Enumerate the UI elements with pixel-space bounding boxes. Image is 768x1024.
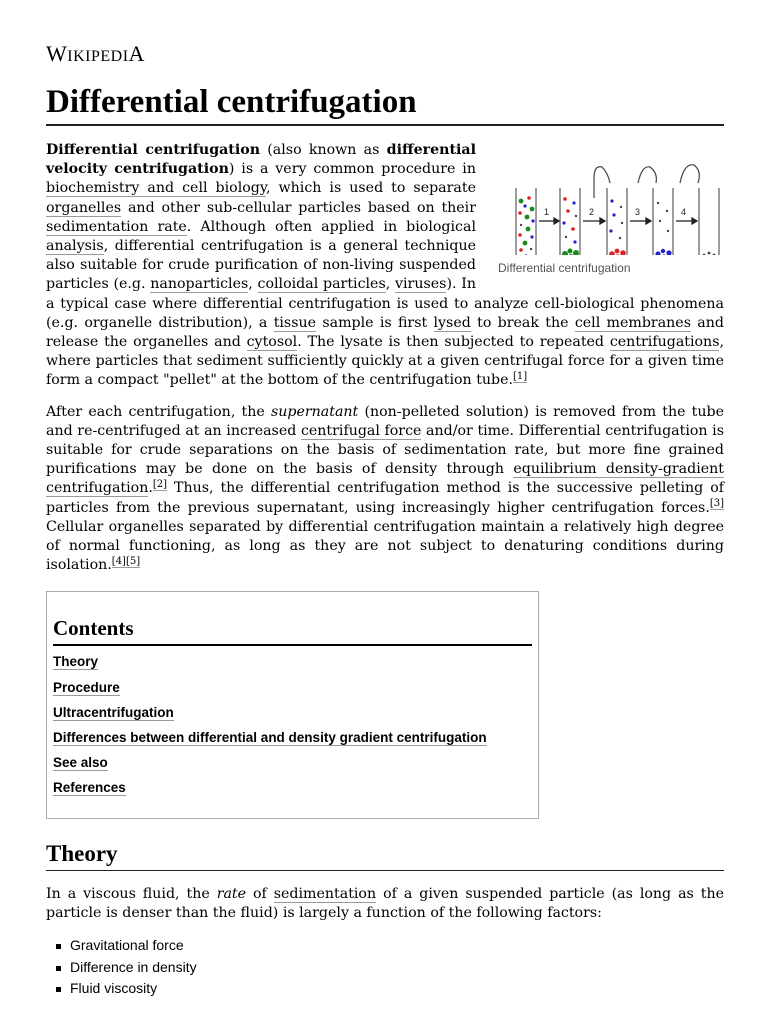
toc-link-ultracentrifugation[interactable]: Ultracentrifugation [53, 704, 174, 720]
step-label: 3 [635, 207, 641, 217]
particles-tube-1 [518, 196, 534, 255]
step-label: 1 [544, 207, 550, 217]
toc-item [53, 728, 532, 753]
italic-term: rate [216, 885, 247, 902]
section-heading-theory: Theory [46, 839, 724, 871]
link-viruses[interactable]: viruses [395, 276, 447, 293]
italic-term: supernatant [270, 403, 359, 420]
link-biochemistry-cell-biology[interactable]: biochemistry and cell biology [46, 180, 266, 197]
tube-2 [560, 188, 580, 255]
particles-tube-3 [609, 199, 626, 255]
toc-item [53, 678, 532, 703]
link-sedimentation[interactable]: sedimentation [273, 885, 377, 902]
link-sedimentation-rate[interactable]: sedimentation rate [46, 218, 187, 235]
factor-list [46, 935, 724, 1000]
transfer-arc [680, 165, 699, 183]
link-density-gradient-centrifugation[interactable]: equilibrium density-gradient centrifugation [46, 461, 724, 497]
figure-caption: Differential centrifugation [498, 261, 631, 275]
link-organelles[interactable]: organelles [46, 199, 122, 216]
toc-link-theory[interactable]: Theory [53, 654, 99, 670]
reference-1[interactable]: [1] [513, 370, 528, 382]
link-centrifugations[interactable]: centrifugations [609, 334, 720, 351]
wordmark-final: A [128, 41, 145, 66]
toc-list [53, 652, 532, 803]
toc-item [53, 703, 532, 728]
list-item: Gravitational force [70, 935, 724, 957]
bold-term: differential velocity centrifugation [46, 142, 476, 178]
reference-5[interactable]: [5] [125, 555, 141, 567]
page-title: Differential centrifugation [46, 82, 724, 126]
transfer-arc [638, 167, 656, 183]
link-cytosol[interactable]: cytosol [246, 334, 298, 351]
toc-item [53, 753, 532, 778]
toc-item [53, 778, 532, 803]
tube-4 [653, 188, 673, 255]
link-colloidal-particles[interactable]: colloidal particles [257, 276, 386, 293]
list-item: Difference in density [70, 957, 724, 979]
particles-tube-5 [703, 252, 716, 255]
reference-4[interactable]: [4] [111, 555, 126, 567]
link-lysed[interactable]: lysed [433, 314, 471, 331]
centrifugation-diagram[interactable] [490, 143, 724, 255]
link-centrifugal-force[interactable]: centrifugal force [300, 422, 422, 439]
tube-3 [607, 188, 627, 255]
tube-5 [699, 188, 719, 255]
toc-item [53, 652, 532, 677]
bold-term: Differential centrifugation [46, 142, 261, 158]
toc-link-references[interactable]: References [53, 780, 126, 796]
toc-link-see-also[interactable]: See also [53, 755, 108, 771]
theory-paragraph: In a viscous fluid, the rate of sedimentation of a given suspended particle (as long as the particle is denser than the fluid) is largely a function of the following factors: [46, 885, 725, 921]
link-nanoparticles[interactable]: nanoparticles [150, 276, 249, 293]
reference-3[interactable]: [3] [709, 497, 724, 509]
link-tissue[interactable]: tissue [273, 314, 317, 331]
particles-tube-4 [655, 202, 671, 255]
wikipedia-wordmark[interactable] [46, 41, 145, 66]
table-of-contents [46, 591, 539, 818]
paragraph-2: After each centrifugation, the supernatant (non-pelleted solution) is removed from the tube and re-centrifuged at an increased centrifugal force and/or time. Differential centrifugation is suitable for crude separations on the basis of sedimentation rate, but more fine grained purifications may be done on the basis of density through equilibrium density-gradient centrifugation.[2] Thus, the differential centrifugation method is the successive pelleting of particles from the previous supernatant, using increasingly higher centrifugation forces.[3] Cellular organelles separated by differential centrifugation maintain a relatively high degree of normal functioning, as long as they are not subject to denaturing conditions during isolation.[4][5] [46, 403, 724, 574]
toc-link-differences[interactable]: Differences between differential and density gradient centrifugation [53, 730, 487, 746]
figure [490, 143, 724, 278]
step-label: 4 [681, 207, 687, 217]
article-body [46, 141, 724, 1000]
step-label: 2 [589, 207, 595, 217]
list-item: Fluid viscosity [70, 978, 724, 1000]
wordmark-smallcaps: IKIPEDI [67, 48, 129, 65]
link-analysis[interactable]: analysis [46, 238, 104, 255]
reference-2[interactable]: [2] [152, 478, 168, 490]
link-cell-membranes[interactable]: cell membranes [574, 314, 691, 331]
toc-title: Contents [53, 614, 532, 646]
toc-link-procedure[interactable]: Procedure [53, 679, 120, 695]
wordmark-initial: W [46, 41, 68, 66]
particles-tube-2 [562, 197, 579, 255]
intro-paragraph: Differential centrifugation (also known as differential velocity centrifugation) is a very common procedure in biochemistry and cell biology, which is used to separate organelles and other sub-cellular particles based on their sedimentation rate. Although often applied in biological analysis, differential centrifugation is a general technique also suitable for crude purification of non-living suspended particles (e.g. nanoparticles, colloidal particles, viruses). In a typical case where differential centrifugation is used to analyze cell-biological phenomena (e.g. organelle distribution), a tissue sample is first lysed to break the cell membranes and release the organelles and cytosol. The lysate is then subjected to repeated centrifugations, where particles that sediment sufficiently quickly at a given centrifugal force for a given time form a compact "pellet" at the bottom of the centrifugation tube.[1] [46, 142, 724, 389]
